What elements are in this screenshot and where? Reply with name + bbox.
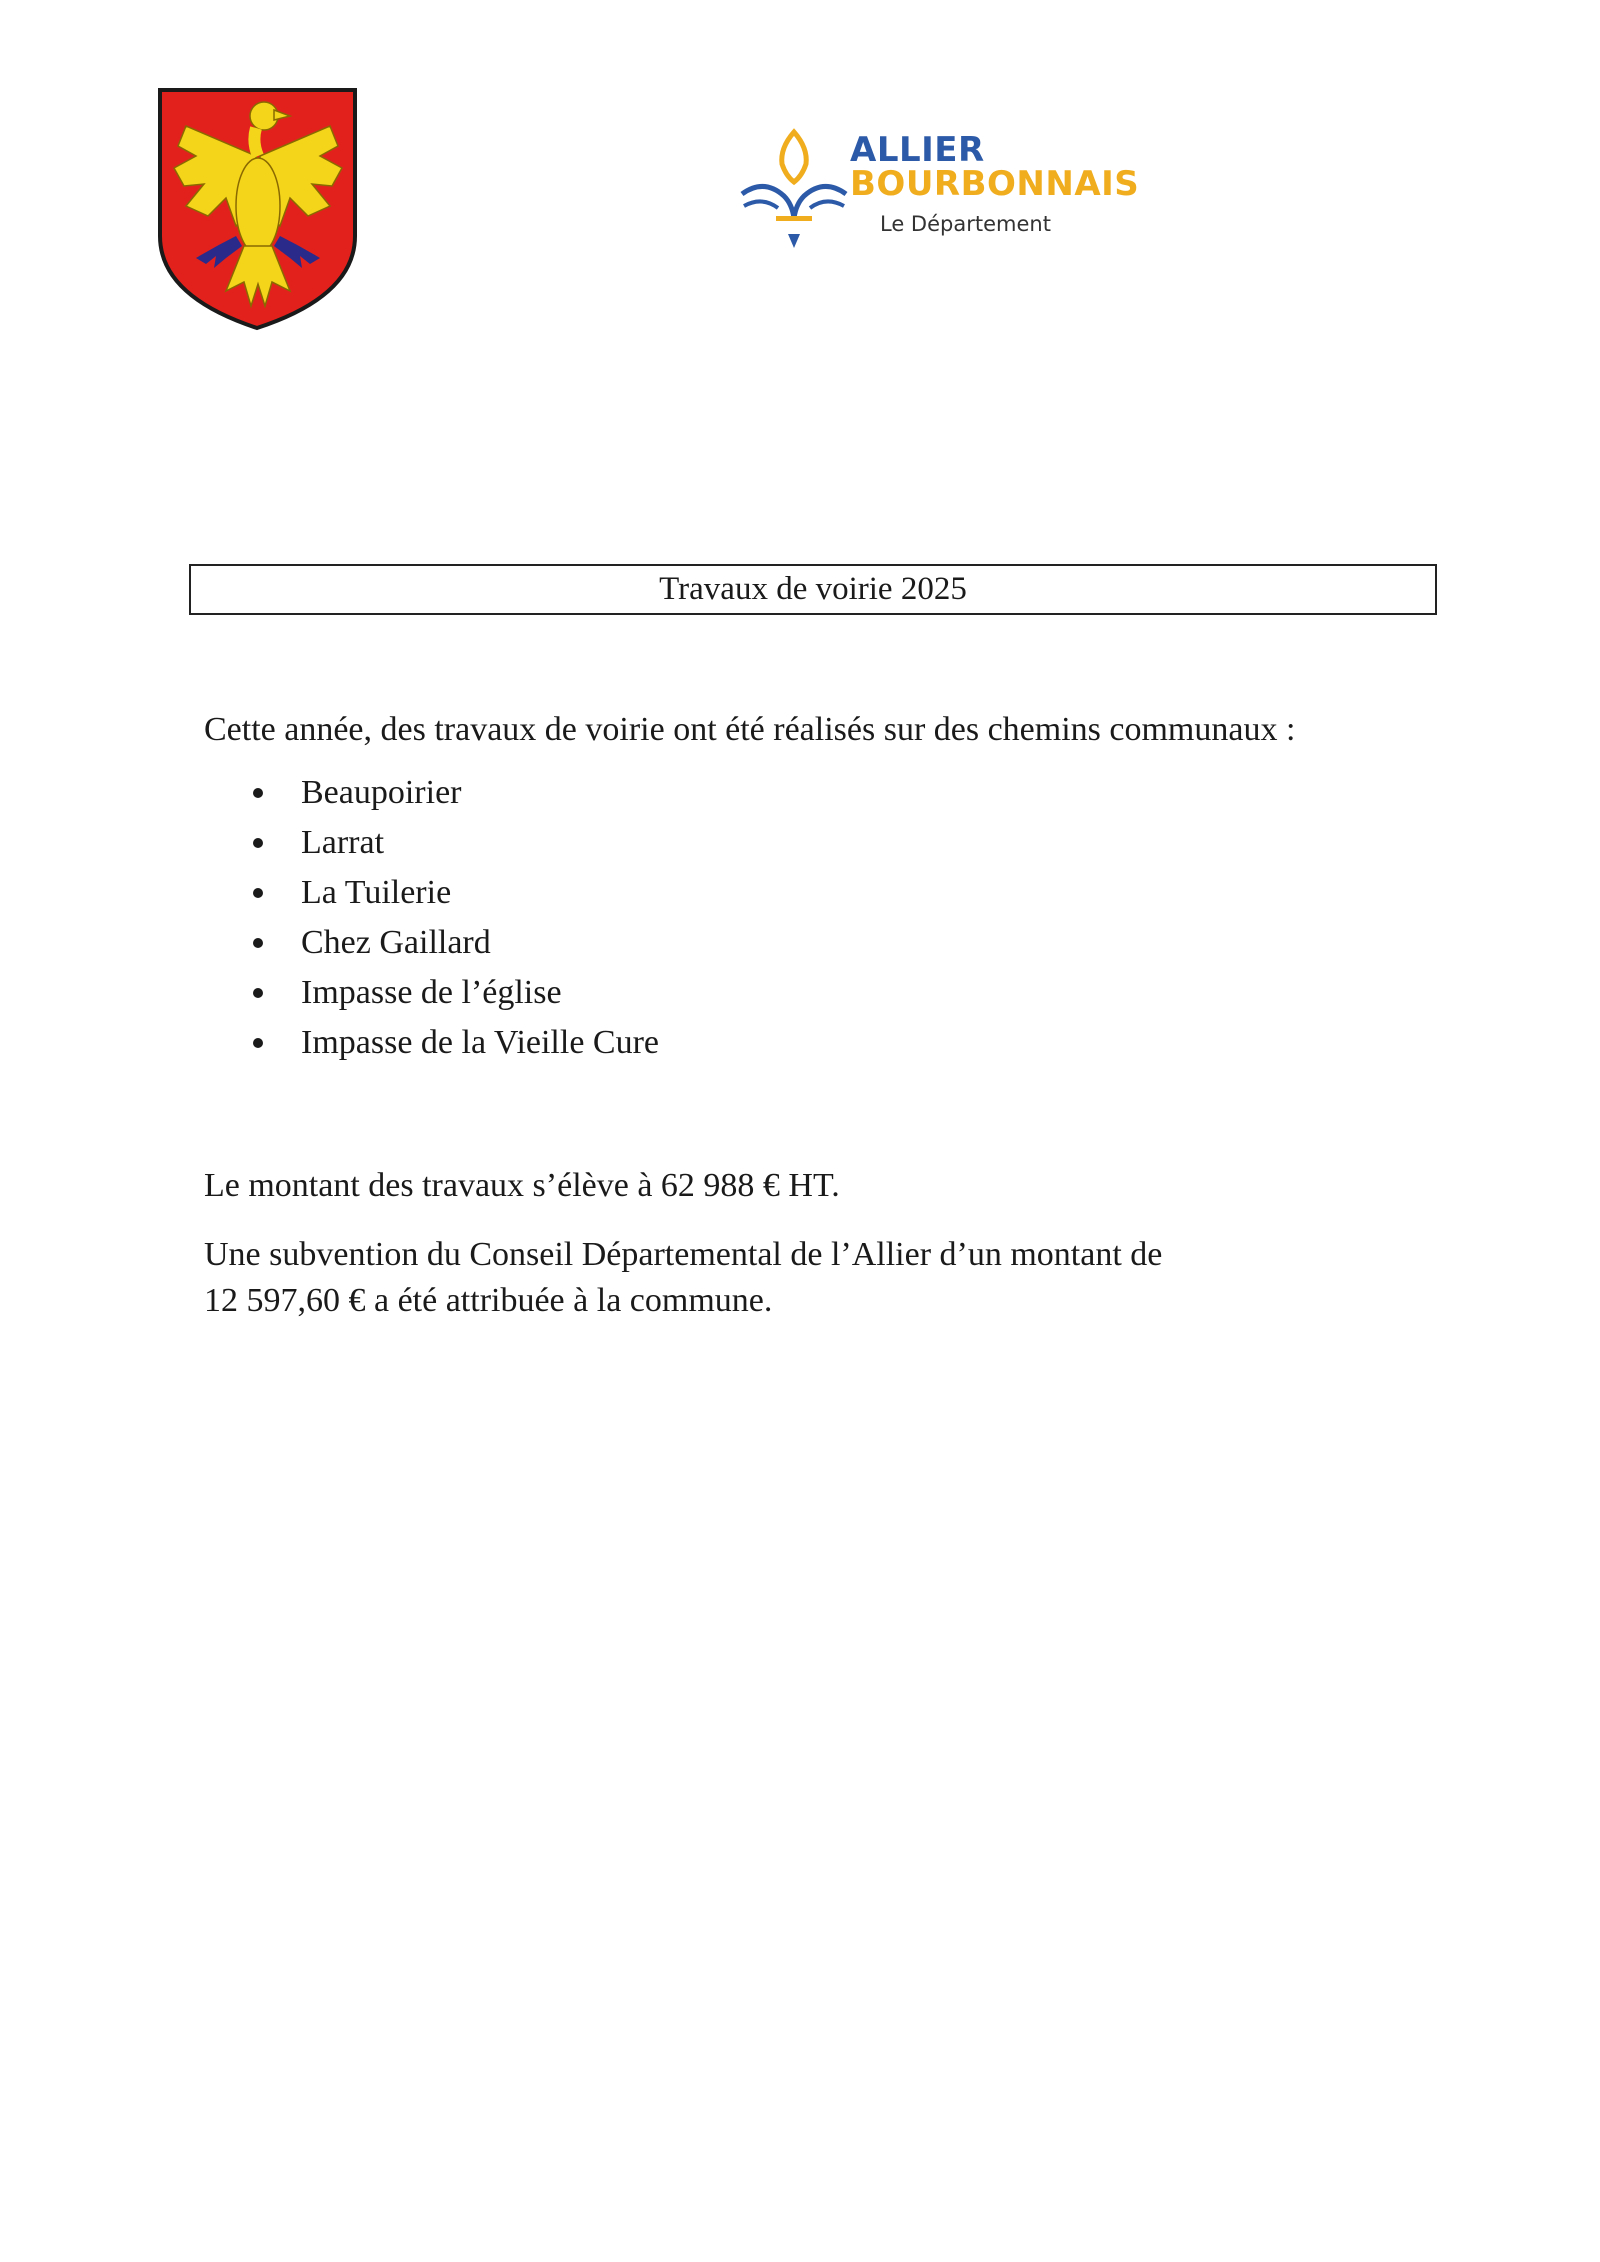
- bullet-icon: [253, 788, 263, 798]
- logo-subtitle: Le Département: [880, 212, 1051, 236]
- subsidy-line-2: 12 597,60 € a été attribuée à la commune.: [204, 1282, 773, 1319]
- bullet-icon: [253, 988, 263, 998]
- logo-title-bourbonnais: BOURBONNAIS: [850, 164, 1140, 204]
- list-item: La Tuilerie: [204, 868, 1454, 918]
- coat-of-arms-logo: [156, 86, 359, 332]
- allier-bourbonnais-logo: [738, 126, 1208, 256]
- list-item: Beaupoirier: [204, 768, 1454, 818]
- amount-paragraph: Le montant des travaux s’élève à 62 988 € HT.: [204, 1167, 840, 1204]
- subsidy-paragraph: [204, 1232, 1162, 1324]
- list-item: Impasse de l’église: [204, 968, 1454, 1018]
- bullet-icon: [253, 1038, 263, 1048]
- list-item: Larrat: [204, 818, 1454, 868]
- list-item: Impasse de la Vieille Cure: [204, 1018, 1454, 1068]
- bullet-icon: [253, 888, 263, 898]
- subsidy-line-1: Une subvention du Conseil Départemental de l’Allier d’un montant de: [204, 1236, 1163, 1273]
- logo-title-allier: ALLIER: [850, 130, 985, 170]
- fleur-de-lis-icon: [738, 126, 848, 256]
- bullet-icon: [253, 938, 263, 948]
- bullet-icon: [253, 838, 263, 848]
- document-title: Travaux de voirie 2025: [189, 564, 1437, 615]
- eagle-icon: [156, 86, 359, 332]
- road-list: [204, 768, 1454, 1068]
- list-item: Chez Gaillard: [204, 918, 1454, 968]
- document-body: [204, 702, 1454, 1319]
- intro-paragraph: Cette année, des travaux de voirie ont été réalisés sur des chemins communaux :: [204, 711, 1296, 748]
